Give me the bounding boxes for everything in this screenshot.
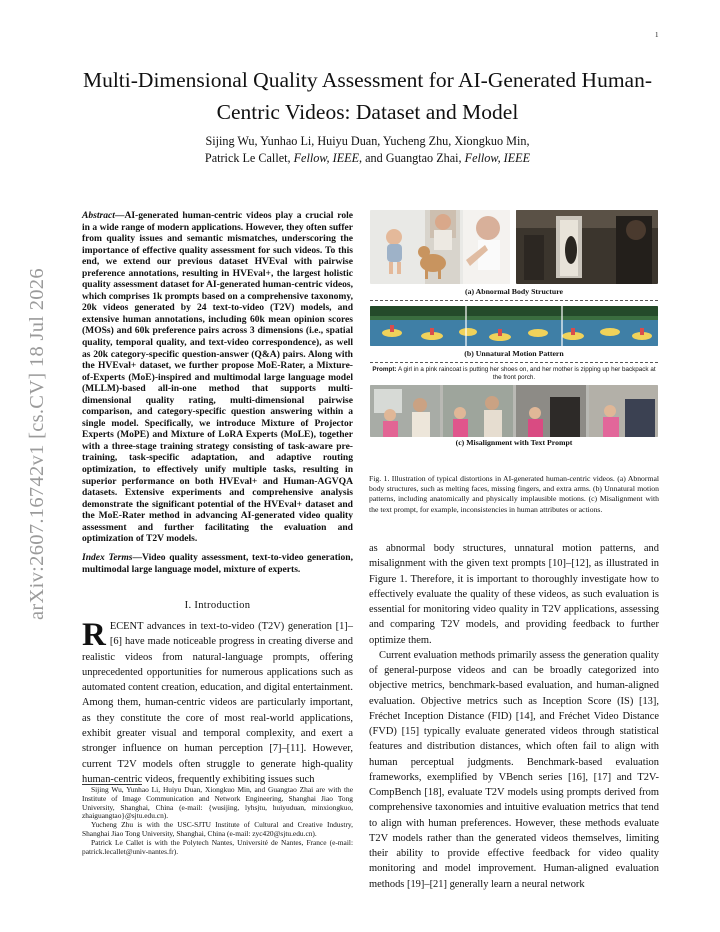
fellow-title: Fellow, IEEE <box>293 151 360 165</box>
index-terms-label: Index Terms <box>82 552 133 563</box>
dark-room-image <box>516 210 658 284</box>
paddle-boat-image <box>370 306 658 346</box>
intro-text: ECENT advances in text-to-video (T2V) generation [1]–[6] have made noticeable progress in creating diverse and realistic videos from natural-language prompts, offering unprecedented opportunities for numerous applications such as automated content creation, education, and digital entertainment. Among them, human-centric videos are particularly important, as they constitute the core of most real-world applications, exhibit greater visual and temporal complexity, and exert a stronger influence on human perception [7]–[11]. However, current T2V models often struggle to generate high-quality human-centric videos, frequently exhibiting issues such <box>82 621 353 785</box>
footnote-affiliation-1: Sijing Wu, Yunhao Li, Huiyu Duan, Xiongkuo Min, and Guangtao Zhai are with the Institute of Image Communication and Network Engineering, Shanghai Jiao Tong University, Shanghai, China (e-mail: {wusijing, lyhsjtu, huiyuduan, minxiongkuo, zhaiguangtao}@sjtu.edu.cn). <box>82 785 353 821</box>
fellow-title: Fellow, IEEE <box>464 151 531 165</box>
footnotes <box>82 786 353 856</box>
caption-b: (b) Unnatural Motion Pattern <box>464 349 564 358</box>
figure-image-paddle-boats <box>370 306 658 346</box>
arxiv-stamp: arXiv:2607.16742v1 [cs.CV] 18 Jul 2026 <box>26 268 48 620</box>
figure-1 <box>370 210 658 447</box>
footnote-affiliation-2: Yucheng Zhu is with the USC-SJTU Institute of Cultural and Creative Industry, Shanghai Jiao Tong University, Shanghai, China (e-mail: zyc420@sjtu.edu.cn). <box>82 820 353 838</box>
footnote-affiliation-3: Patrick Le Callet is with the Polytech Nantes, Université de Nantes, France (e-mail: patrick.lecallet@univ-nantes.fr). <box>82 837 353 856</box>
prompt-text <box>370 366 658 382</box>
figure-divider-1 <box>370 300 658 301</box>
figure-row-a <box>370 210 658 286</box>
figure-image-porch <box>370 385 658 437</box>
figure-image-baby-dog <box>370 210 510 284</box>
prompt-body: A girl in a pink raincoat is putting her shoes on, and her mother is zipping up her backpack at the front porch. <box>396 366 656 381</box>
prompt-label: Prompt: <box>372 366 397 373</box>
drop-cap: R <box>82 617 106 653</box>
author-text: Patrick Le Callet, <box>204 151 294 165</box>
abstract <box>82 210 353 545</box>
body-paragraph: as abnormal body structures, unnatural motion patterns, and misalignment with the given text prompts [10]–[12], as illustrated in Figure 1. Therefore, it is important to thoroughly investigate how to effectively evaluate the quality of these videos, as such evaluation is essential for monitoring video quality in T2V applications, assessing and comparing T2V models, and providing feedback to further optimize them. <box>369 543 659 646</box>
baby-dog-image <box>370 210 510 284</box>
index-terms <box>82 552 353 575</box>
abstract-text: —AI-generated human-centric videos play a crucial role in a wide range of modern applications. However, they often suffer from quality issues and semantic mismatches, underscoring the importance of effective quality assessment for such videos. To this end, we extend our previous dataset HVEval with pairwise preference annotations, resulting in HVEval+, the largest holistic quality assessment dataset for AI-generated human-centric videos, which comprises 1k prompts based on a comprehensive taxonomy, 20k videos generated by 24 text-to-video (T2V) models, and extensive human annotations, including 60k mean opinion scores (MOSs) and 60k preference pairs across 3 dimensions (i.e., spatial quality, temporal quality, and text-video correspondence), as well as 20k category-specific question-answer (Q&A) pairs. Along with the HVEval+ dataset, we further propose MoE-Rater, a Mixture-of-Experts (MoE)-inspired and multimodal large language model (MLLM)-based all-in-one method that supports multi-dimensional quality rating, multi-dimensional pairwise comparison, and category-specific question answering within a single model. Specifically, we introduce Mixture of Projector Experts (MoPE) and Mixture of LoRA Experts (MoLE), together with a three-stage training strategy consisting of task-aware pre-training, task-specific adaptation, and adaptive routing optimization, to effectively unify multiple tasks, resulting in superior performance on both HVEval+ and Human-AGVQA datasets. Extensive experiments and comprehensive analysis demonstrate the significant potential of the HVEval+ dataset and the MoE-Rater method in advancing AI-generated video quality assessment and further facilitating the evaluation and optimization of T2V models. <box>82 210 353 545</box>
caption-a: (a) Abnormal Body Structure <box>465 287 563 296</box>
right-column-text <box>369 541 659 892</box>
author-list <box>80 133 655 167</box>
authors-line-2 <box>80 150 655 167</box>
figure-image-dark-room <box>516 210 658 284</box>
abstract-label: Abstract <box>82 210 115 221</box>
caption-c: (c) Misalignment with Text Prompt <box>455 438 573 447</box>
authors-line-1: Sijing Wu, Yunhao Li, Huiyu Duan, Yucheng Zhu, Xiongkuo Min, <box>205 134 530 148</box>
intro-paragraph <box>82 619 353 787</box>
page-number: 1 <box>655 31 659 39</box>
index-terms-text: —Video quality assessment, text-to-video generation, multimodal large language model, mixture of experts. <box>82 552 353 575</box>
author-text: , and Guangtao Zhai, <box>359 151 465 165</box>
body-paragraph: Current evaluation methods primarily assess the generation quality of general-purpose videos and can be broadly categorized into objective metrics, benchmark-based evaluation, and human-aligned evaluation. Objective metrics such as Inception Score (IS) [13], Fréchet Inception Distance (FID) [14], and Fréchet Video Distance (FVD) [15] typically evaluate generated videos through statistical features and distribution distances, which often fail to align with human perceptual judgments. Benchmark-based evaluation frameworks, exemplified by VBench series [16], [17] and T2V-CompBench [18], evaluate T2V models using prompts derived from comprehensive taxonomies and intuitive evaluation metrics that tend to align with human preferences. However, these methods evaluate T2V models rather than the generated videos themselves, limiting their ability to provide effective feedback for video quality monitoring and model improvement. Human-aligned evaluation methods [19]–[21] generally learn a neural network <box>369 649 659 890</box>
figure-caption: Fig. 1. Illustration of typical distortions in AI-generated human-centric videos. (a) Abnormal body structures, such as melting faces, missing fingers, and extra arms. (b) Unnatural motion patterns, including anatomically and physically implausible motions. (c) Misalignment with the text prompt, for example, inconsistencies in human attributes or actions. <box>369 474 659 514</box>
section-heading: I. Introduction <box>184 600 251 611</box>
porch-image <box>370 385 658 437</box>
figure-divider-2 <box>370 362 658 363</box>
paper-title: Multi-Dimensional Quality Assessment for AI-Generated Human-Centric Videos: Dataset and Model <box>82 68 653 124</box>
